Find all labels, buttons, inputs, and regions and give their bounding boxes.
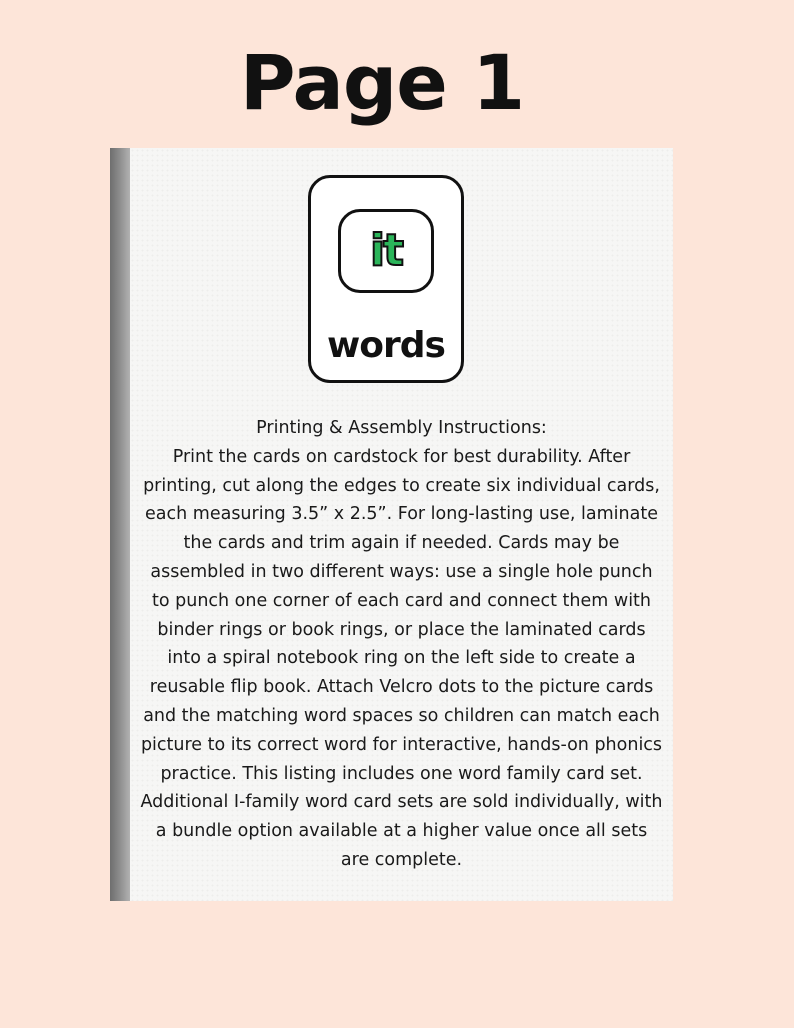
sheet-shadow (110, 148, 132, 901)
card-inner-frame (338, 209, 434, 293)
card-word-label: words (327, 325, 445, 366)
page-title: Page 1 (239, 38, 525, 127)
word-family-card-icon (308, 175, 464, 383)
instructions-block (140, 414, 663, 875)
word-family-letters: it (369, 225, 403, 276)
instructions-body: Print the cards on cardstock for best durability. After printing, cut along the edges to create six individual cards, each measuring 3.5” x 2.5”. For long-lasting use, laminate the cards and trim again if needed. Cards may be assembled in two different ways: use a single hole punch to punch one corner of each card and connect them with binder rings or book rings, or place the laminated cards into a spiral notebook ring on the left side to create a reusable flip book. Attach Velcro dots to the picture cards and the matching word spaces so children can match each picture to its correct word for interactive, hands-on phonics practice. This listing includes one word family card set. Additional I-family word card sets are sold individually, with a bundle option available at a higher value once all sets are complete. (140, 446, 663, 870)
document-sheet (130, 148, 673, 901)
instructions-heading: Printing & Assembly Instructions: (256, 418, 547, 438)
